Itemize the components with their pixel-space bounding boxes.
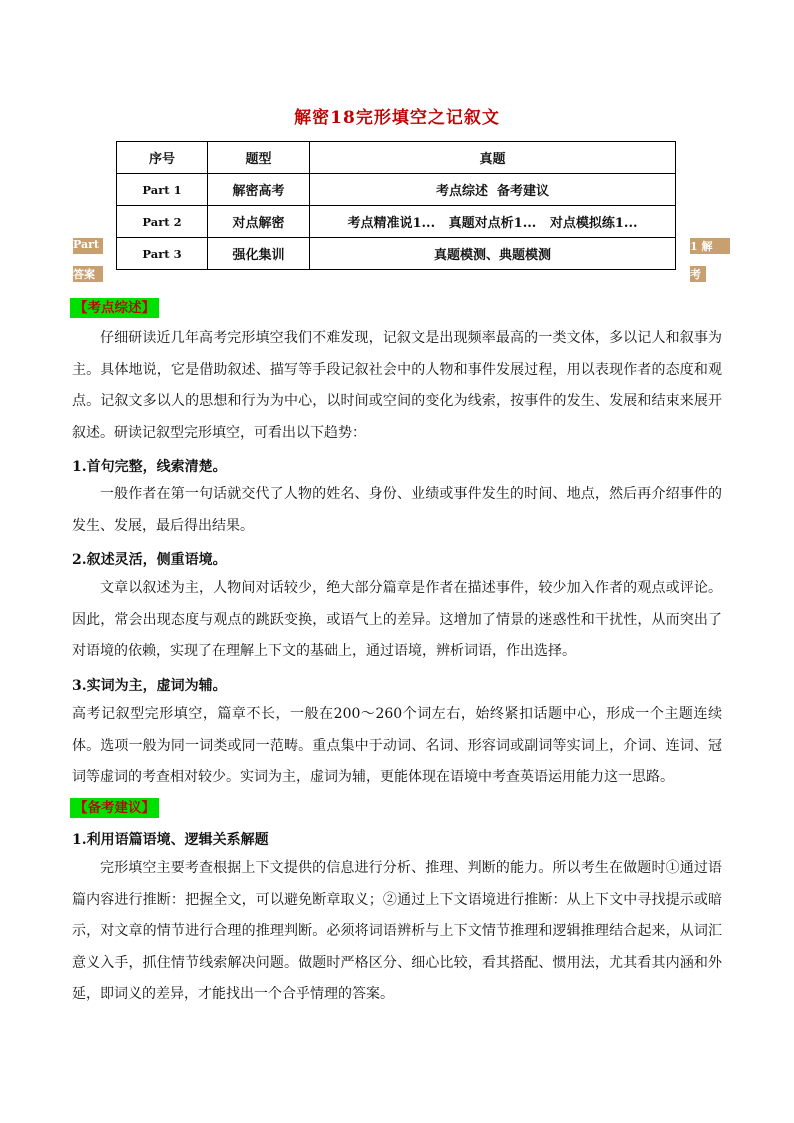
items-cell[interactable]: 考点综述 备考建议 <box>310 174 676 206</box>
type-cell[interactable]: 对点解密 <box>208 206 310 238</box>
table-row <box>117 238 676 270</box>
trend-heading-2: 2.叙述灵活，侧重语境。 <box>72 552 227 568</box>
table-row <box>117 174 676 206</box>
side-link-exam[interactable]: 考 <box>690 266 706 282</box>
section-tag-overview: 【考点综述】 <box>70 298 159 318</box>
suggestion-heading-1: 1.利用语篇语境、逻辑关系解题 <box>72 832 269 848</box>
type-cell[interactable]: 解密高考 <box>208 174 310 206</box>
header-type: 题型 <box>208 142 310 174</box>
suggestion-paragraph-1: 完形填空主要考查根据上下文提供的信息进行分析、推理、判断的能力。所以考生在做题时①通过语篇内容进行推断：把握全文，可以避免断章取义；②通过上下文语境进行推断：从上下文中寻找提示或暗示，对文章的情节进行合理的推理判断。必须将词语辨析与上下文情节推理和逻辑推理结合起来，从词汇意义入手，抓住情节线索解决问题。做题时严格区分、细心比较，看其搭配、惯用法，尤其看其内涵和外延，即词义的差异，才能找出一个合乎情理的答案。 <box>72 860 722 1002</box>
trend-paragraph-1: 一般作者在第一句话就交代了人物的姓名、身份、业绩或事件发生的时间、地点，然后再介绍事件的发生、发展，最后得出结果。 <box>72 486 722 534</box>
trend-paragraph-3: 高考记叙型完形填空，篇章不长，一般在200～260个词左右，始终紧扣话题中心，形成一个主题连续体。选项一般为同一词类或同一范畴。重点集中于动词、名词、形容词或副词等实词上，介词、连词、冠词等虚词的考查相对较少。实词为主，虚词为辅，更能体现在语境中考查英语运用能力这一思路。 <box>72 706 722 785</box>
part-cell: Part 1 <box>117 174 208 206</box>
trend-heading-1: 1.首句完整，线索清楚。 <box>72 459 227 475</box>
side-link-decode[interactable]: 1 解 <box>690 238 730 254</box>
trend-paragraph-2: 文章以叙述为主，人物间对话较少，绝大部分篇章是作者在描述事件，较少加入作者的观点或评论。因此，常会出现态度与观点的跳跃变换，或语气上的差异。这增加了情景的迷惑性和干扰性，从而突出了对语境的依赖，实现了在理解上下文的基础上，通过语境，辨析词语，作出选择。 <box>72 580 722 659</box>
header-number: 序号 <box>117 142 208 174</box>
overview-intro: 仔细研读近几年高考完形填空我们不难发现，记叙文是出现频率最高的一类文体，多以记人和叙事为主。具体地说，它是借助叙述、描写等手段记叙社会中的人物和事件发展过程，用以表现作者的态度和观点。记叙文多以人的思想和行为为中心，以时间或空间的变化为线索，按事件的发生、发展和结束来展开叙述。研读记叙型完形填空，可看出以下趋势： <box>72 330 722 441</box>
trend-heading-3: 3.实词为主，虚词为辅。 <box>72 678 227 694</box>
page-title: 解密18完形填空之记叙文 <box>294 108 500 128</box>
header-questions: 真题 <box>310 142 676 174</box>
table-header-row <box>117 142 676 174</box>
side-link-part[interactable]: Part <box>73 238 103 254</box>
items-cell[interactable]: 考点精准说1... 真题对点析1... 对点模拟练1... <box>310 206 676 238</box>
table-row <box>117 206 676 238</box>
items-cell[interactable]: 真题模测、典题模测 <box>310 238 676 270</box>
type-cell[interactable]: 强化集训 <box>208 238 310 270</box>
part-cell: Part 2 <box>117 206 208 238</box>
part-cell: Part 3 <box>117 238 208 270</box>
side-link-answer[interactable]: 答案 <box>73 266 103 282</box>
section-tag-suggestions: 【备考建议】 <box>70 798 159 818</box>
contents-table <box>116 141 676 270</box>
